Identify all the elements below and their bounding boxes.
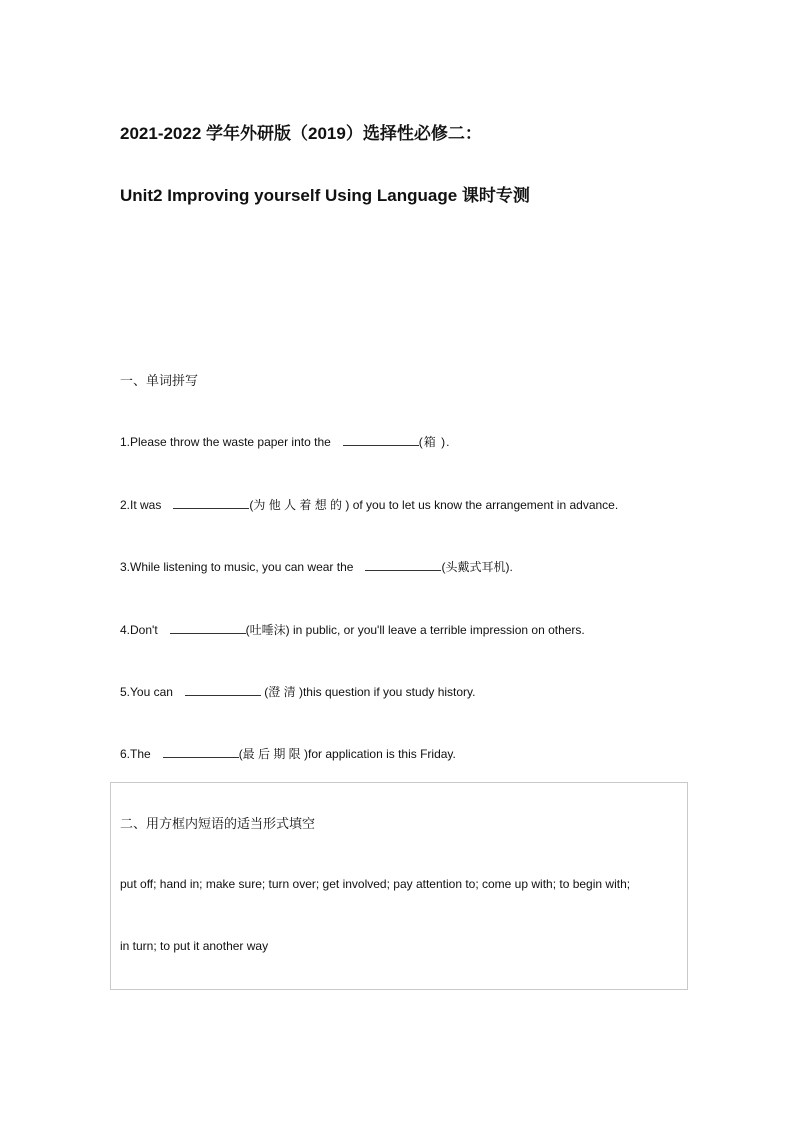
phrase-list-line1: put off; hand in; make sure; turn over; get involved; pay attention to; come up with; to begin with; bbox=[120, 877, 631, 891]
question-2-text: 2.It was bbox=[120, 498, 162, 512]
question-1 bbox=[120, 433, 450, 450]
answer-blank-5[interactable] bbox=[185, 683, 261, 696]
question-2-suffix: of you to let us know the arrangement in advance. bbox=[349, 498, 619, 512]
answer-blank-6[interactable] bbox=[163, 745, 239, 758]
question-4 bbox=[120, 621, 585, 638]
answer-blank-1[interactable] bbox=[343, 433, 419, 446]
question-1-text: 1.Please throw the waste paper into the bbox=[120, 435, 331, 449]
question-1-hint: (箱 ). bbox=[418, 435, 451, 449]
question-6 bbox=[120, 745, 456, 762]
answer-blank-2[interactable] bbox=[173, 496, 249, 509]
answer-blank-4[interactable] bbox=[170, 621, 246, 634]
question-4-hint: (吐唾沫) bbox=[245, 623, 290, 637]
answer-blank-3[interactable] bbox=[365, 558, 441, 571]
question-2-hint: (为 他 人 着 想 的 ) bbox=[249, 498, 350, 512]
question-6-suffix: for application is this Friday. bbox=[308, 747, 456, 761]
question-3-hint: (头戴式耳机). bbox=[441, 560, 513, 574]
section1-heading: 一、单词拼写 bbox=[120, 373, 199, 388]
question-4-suffix: in public, or you'll leave a terrible impression on others. bbox=[289, 623, 585, 637]
question-4-text: 4.Don't bbox=[120, 623, 158, 637]
question-3 bbox=[120, 558, 513, 575]
phrase-box bbox=[110, 782, 688, 990]
phrase-list-line2: in turn; to put it another way bbox=[120, 939, 269, 953]
question-5-suffix: this question if you study history. bbox=[302, 685, 476, 699]
question-6-hint: (最 后 期 限 ) bbox=[238, 747, 309, 761]
section2-heading: 二、用方框内短语的适当形式填空 bbox=[120, 816, 316, 831]
question-6-text: 6.The bbox=[120, 747, 151, 761]
document-title-line1: 2021-2022 学年外研版（2019）选择性必修二： bbox=[120, 124, 482, 143]
question-2 bbox=[120, 496, 618, 513]
question-3-text: 3.While listening to music, you can wear the bbox=[120, 560, 354, 574]
question-5-text: 5.You can bbox=[120, 685, 173, 699]
document-title-line2: Unit2 Improving yourself Using Language 课时专测 bbox=[120, 186, 530, 205]
question-5 bbox=[120, 683, 475, 700]
question-5-hint: (澄 清 ) bbox=[260, 685, 303, 699]
